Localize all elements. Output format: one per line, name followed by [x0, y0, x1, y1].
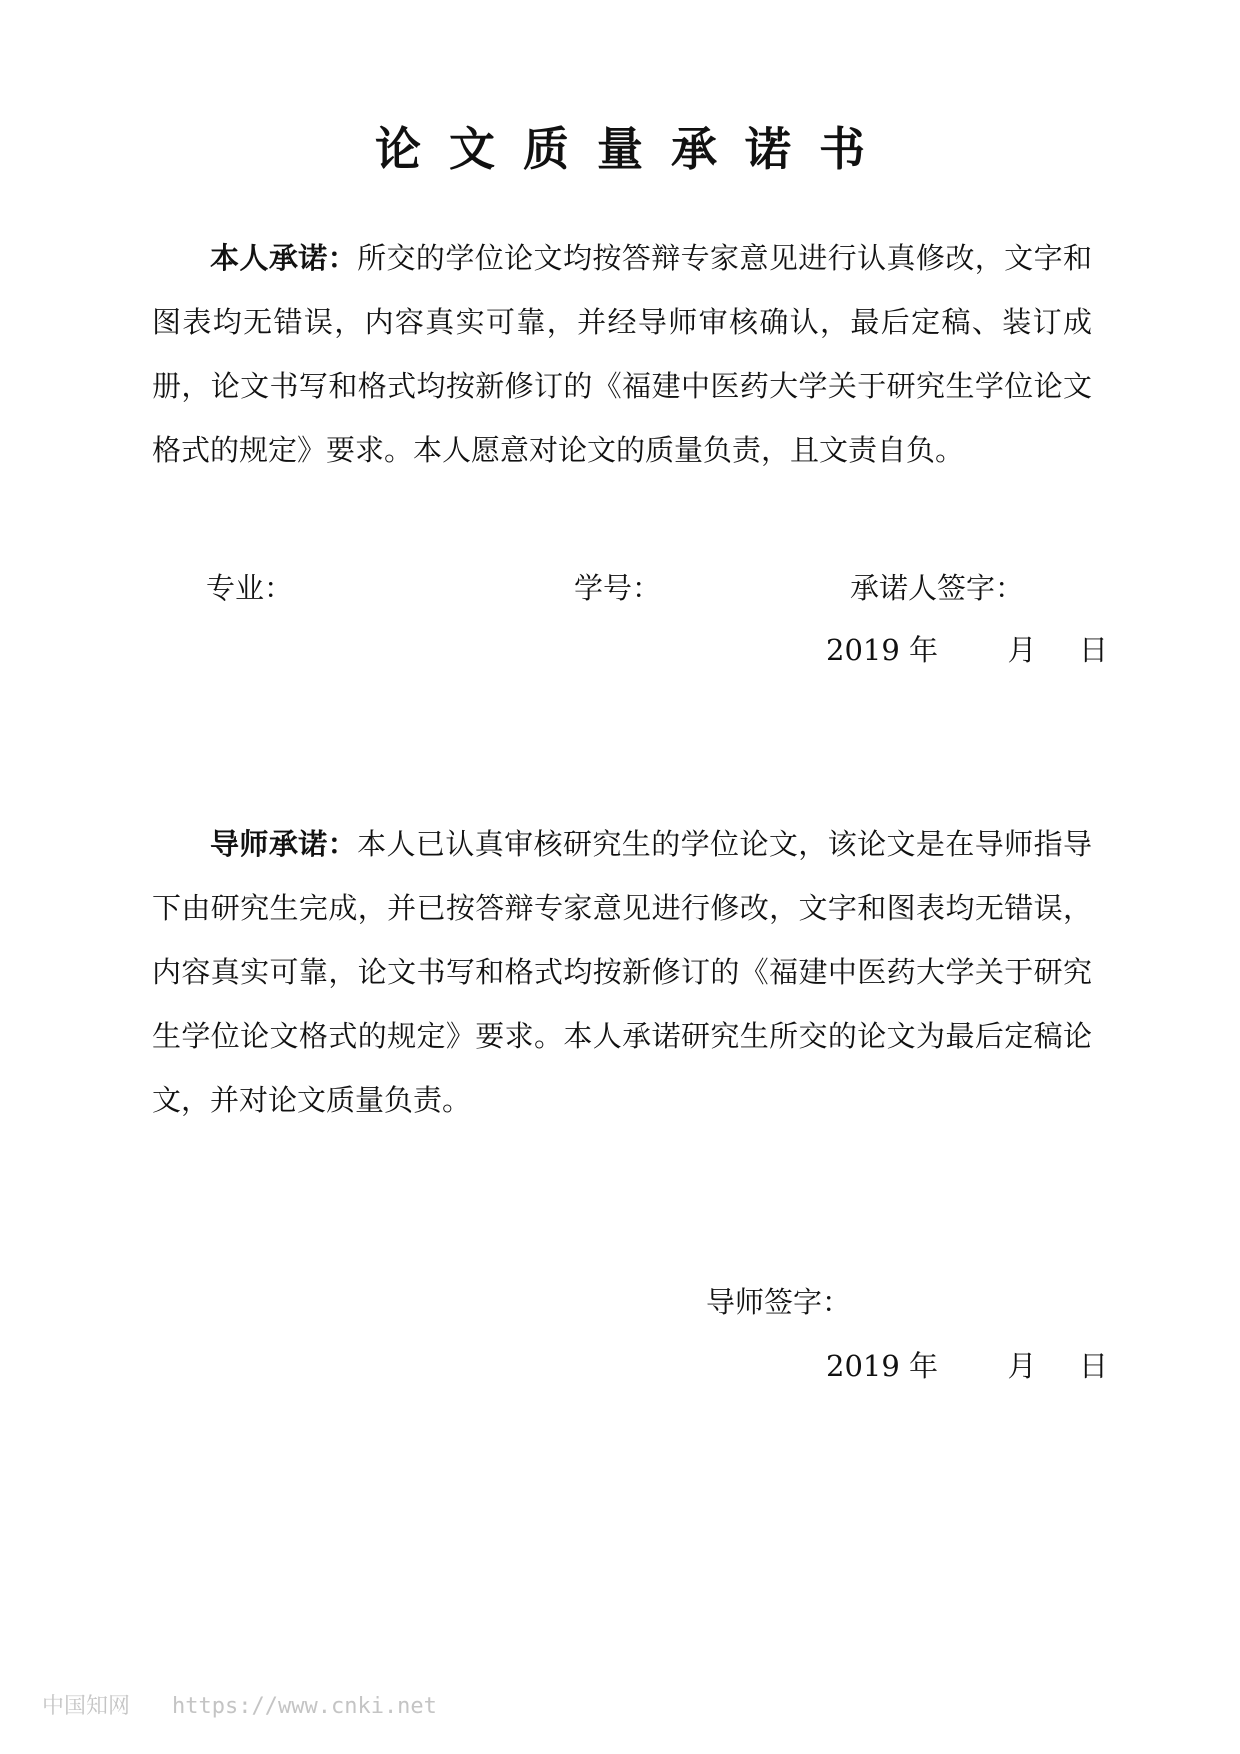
- page-title: 论文质量承诺书: [375, 122, 893, 176]
- student-date-month: 月: [1007, 633, 1037, 667]
- student-date-year: 2019 年: [826, 633, 939, 667]
- student-pledge-body: 所交的学位论文均按答辩专家意见进行认真修改，文字和图表均无错误，内容真实可靠，并经导师审核确认，最后定稿、装订成册，论文书写和格式均按新修订的《福建中医药大学关于研究生学位论文格式的规定》要求。本人愿意对论文的质量负责，且文责自负。: [152, 241, 1092, 467]
- watermark-url: https://www.cnki.net: [172, 1694, 437, 1719]
- major-label: 专业：: [206, 571, 294, 605]
- advisor-date-month: 月: [1007, 1349, 1037, 1383]
- student-id-label: 学号：: [574, 571, 662, 605]
- advisor-date-row: [826, 1346, 1108, 1386]
- student-date-day: 日: [1078, 633, 1108, 667]
- advisor-pledge-lead: 导师承诺：: [210, 827, 358, 861]
- advisor-pledge-body: 本人已认真审核研究生的学位论文，该论文是在导师指导下由研究生完成，并已按答辩专家意见进行修改，文字和图表均无错误，内容真实可靠，论文书写和格式均按新修订的《福建中医药大学关于研究生学位论文格式的规定》要求。本人承诺研究生所交的论文为最后定稿论文，并对论文质量负责。: [152, 827, 1092, 1117]
- cnki-watermark: [42, 1692, 437, 1722]
- advisor-pledge-paragraph: [152, 812, 1092, 1132]
- pledger-signature-label: 承诺人签字：: [850, 571, 1025, 605]
- student-pledge-paragraph: [152, 226, 1092, 482]
- advisor-date-day: 日: [1078, 1349, 1108, 1383]
- watermark-name: 中国知网: [42, 1694, 131, 1719]
- advisor-signature-label: 导师签字：: [706, 1285, 852, 1319]
- advisor-date-year: 2019 年: [826, 1349, 939, 1383]
- student-pledge-lead: 本人承诺：: [210, 241, 358, 275]
- student-date-row: [826, 630, 1108, 670]
